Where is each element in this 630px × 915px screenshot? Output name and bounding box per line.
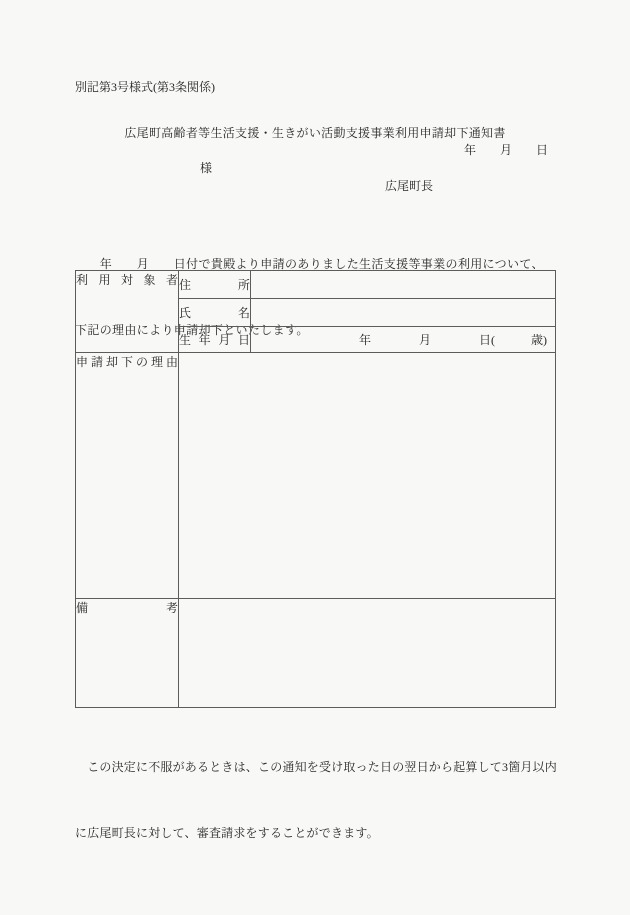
birthdate-value: 年 月 日( 歳): [251, 327, 556, 353]
footer-line-1: この決定に不服があるときは、この通知を受け取った日の翌日から起算して3箇月以内: [75, 760, 558, 774]
remarks-value: [179, 599, 556, 708]
sender-name: 広尾町長: [385, 179, 434, 193]
birthdate-label: 生年月日: [179, 327, 251, 353]
form-table: [75, 270, 556, 708]
footer-paragraph: [75, 712, 559, 888]
form-number: 別記第3号様式(第3条関係): [75, 80, 215, 94]
target-person-label: 利用対象者: [76, 271, 179, 353]
name-value: [251, 299, 556, 327]
addressee-suffix: 様: [200, 161, 213, 175]
document-title: 広尾町高齢者等生活支援・生きがい活動支援事業利用申請却下通知書: [124, 126, 506, 140]
address-value: [251, 271, 556, 299]
name-label: 氏名: [179, 299, 251, 327]
address-label: 住所: [179, 271, 251, 299]
footer-line-2: に広尾町長に対して、審査請求をすることができます。: [75, 826, 379, 840]
date-line: 年 月 日: [464, 143, 549, 157]
remarks-label: 備考: [76, 599, 179, 708]
body-line-2: 下記の理由により申請却下といたします。: [75, 323, 309, 337]
body-line-1: 年 月 日付で貴殿より申請のありました生活支援等事業の利用について、: [75, 257, 544, 271]
rejection-reason-value: [179, 353, 556, 599]
rejection-reason-label: 申請却下の理由: [76, 353, 179, 599]
